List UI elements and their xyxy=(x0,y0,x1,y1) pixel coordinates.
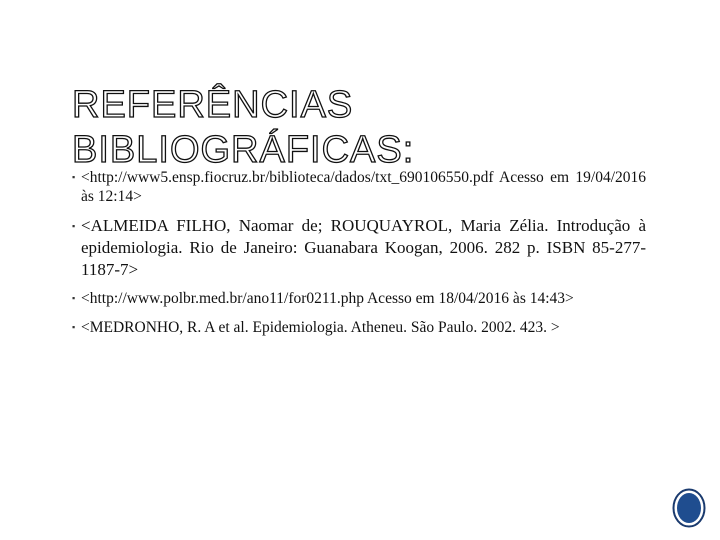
reference-text: <MEDRONHO, R. A et al. Epidemiologia. Atheneu. São Paulo. 2002. 423. > xyxy=(81,319,560,336)
title-line-1: REFERÊNCIAS xyxy=(72,84,354,127)
bullet-icon: ▪ xyxy=(72,172,76,182)
title-line-2: BIBLIOGRÁFICAS: xyxy=(72,129,415,172)
reference-text: <http://www.polbr.med.br/ano11/for0211.php Acesso em 18/04/2016 às 14:43> xyxy=(81,290,574,307)
nav-button[interactable] xyxy=(672,488,706,528)
slide-title xyxy=(72,83,672,173)
reference-text: <http://www5.ensp.fiocruz.br/biblioteca/dados/txt_690106550.pdf Acesso em 19/04/2016 às 12:14> xyxy=(81,169,646,205)
bullet-icon: ▪ xyxy=(72,221,76,231)
reference-item xyxy=(72,168,646,206)
bullet-icon: ▪ xyxy=(72,322,76,332)
reference-text: <ALMEIDA FILHO, Naomar de; ROUQUAYROL, Maria Zélia. Introdução à epidemiologia. Rio de Janeiro: Guanabara Koogan, 2006. 282 p. ISBN 85-277-1187-7> xyxy=(81,216,646,279)
circle-nav-icon xyxy=(672,488,706,528)
bullet-icon: ▪ xyxy=(72,293,76,303)
reference-list xyxy=(72,168,646,337)
reference-item xyxy=(72,289,646,308)
reference-item xyxy=(72,215,646,281)
reference-item xyxy=(72,318,646,337)
